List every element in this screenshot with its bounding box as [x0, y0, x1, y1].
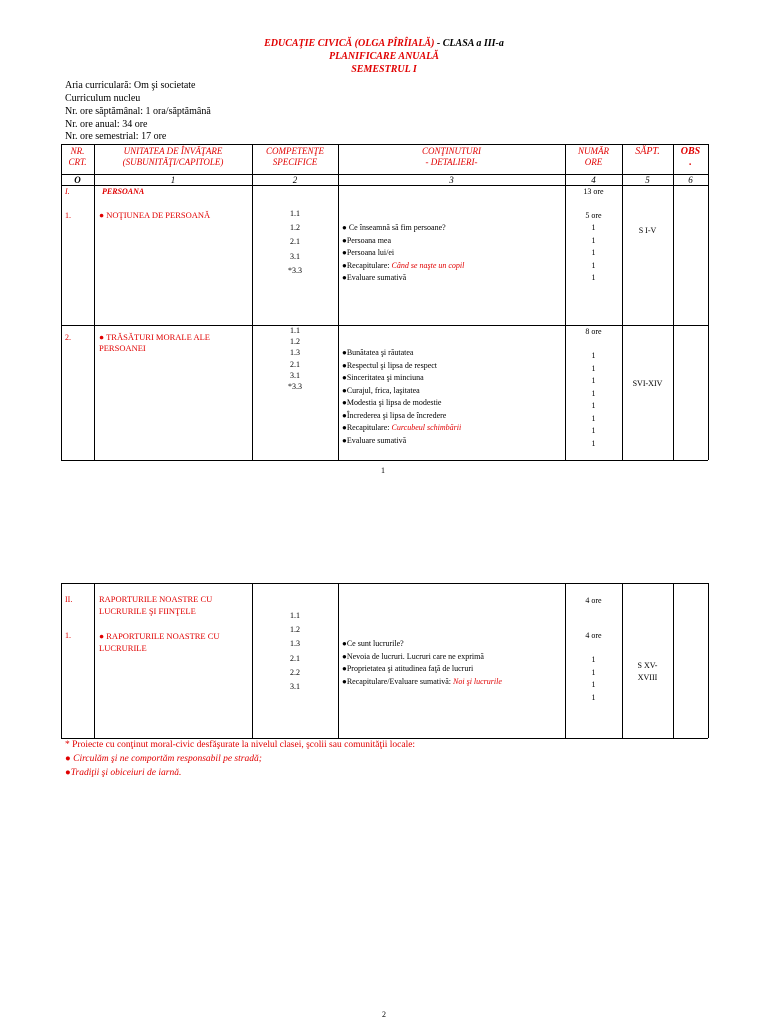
unit1-continuturi [342, 222, 464, 285]
meta-ore-semestrial: Nr. ore semestrial: 17 ore [65, 131, 167, 142]
competenta: 1.3 [290, 639, 300, 649]
ore-value: 1 [591, 388, 596, 398]
index-col-0: O [74, 175, 81, 185]
competenta: 3.1 [290, 251, 300, 261]
competenta: 1.2 [290, 625, 300, 635]
ore-value: 1 [591, 667, 596, 677]
meta-arie: Aria curriculară: Om şi societate [65, 80, 196, 91]
content-item: ●Recapitulare/Evaluare sumativă: Noi şi lucrurile [342, 676, 502, 686]
semester-title: SEMESTRUL I [351, 64, 417, 75]
header-sapt: SĂPT. [635, 146, 660, 157]
unit3-competente [252, 609, 338, 694]
unit3-nr: 1. [65, 631, 71, 640]
content-item: ●Proprietatea şi atitudinea faţă de lucruri [342, 664, 474, 673]
unit2-ore [565, 350, 622, 450]
header-obs [673, 146, 708, 168]
ore-value: 1 [591, 273, 596, 282]
competenta: *3.3 [288, 265, 302, 275]
header-specifice-label: SPECIFICE [272, 157, 318, 167]
competenta: 2.1 [290, 237, 300, 247]
header-unitatea-label: UNITATEA DE ÎNVĂŢARE [123, 146, 223, 156]
content-item: ●Evaluare sumativă [342, 435, 407, 445]
content-item: ●Nevoia de lucruri. Lucruri care ne exprimă [342, 651, 484, 661]
competenta: *3.3 [288, 382, 302, 392]
header-unitatea [94, 146, 252, 168]
section1-nr: I. [65, 187, 70, 196]
competenta: 1.1 [290, 209, 300, 218]
index-col-5: 5 [645, 175, 650, 185]
page-number: 1 [381, 466, 385, 475]
unit2-competente [252, 325, 338, 392]
index-col-1: 1 [170, 175, 176, 185]
unit2-title [99, 332, 210, 354]
content-item: ●Sinceritatea şi minciuna [342, 373, 424, 382]
index-col-4: 4 [591, 175, 596, 185]
ore-value: 1 [591, 413, 596, 423]
index-col-6: 6 [688, 175, 693, 185]
header-crt-label: CRT. [68, 157, 87, 167]
header-ore-label: ORE [584, 157, 603, 167]
content-item: ●Ce sunt lucrurile? [342, 639, 404, 648]
unit1-ore [565, 222, 622, 285]
competenta: 1.2 [290, 223, 300, 233]
content-item: ●Persoana mea [342, 235, 392, 245]
content-item: ● Ce înseamnă să fim persoane? [342, 223, 446, 232]
competenta: 3.1 [290, 682, 300, 692]
ore-value: 1 [591, 351, 596, 360]
content-item: ●Recapitulare: Curcubeul schimbării [342, 423, 462, 432]
ore-value: 1 [591, 363, 596, 373]
header-continuturi [338, 146, 565, 168]
header-subunitati-label: (SUBUNITĂŢI/CAPITOLE) [122, 157, 224, 167]
content-item: ●Respectul şi lipsa de respect [342, 360, 438, 370]
ore-value: 1 [591, 438, 596, 448]
header-obs-label: OBS [680, 146, 701, 157]
unit3-title-line1: ● RAPORTURILE NOASTRE CU [99, 631, 220, 641]
content-item: ●Evaluare sumativă [342, 273, 407, 282]
unit3-title [99, 630, 220, 654]
footnote-item-winter: ●Tradiţii şi obiceiuri de iarnă. [65, 768, 182, 778]
competenta: 1.3 [290, 348, 300, 358]
unit1-sapt: S I-V [638, 226, 657, 235]
unit2-ore-total: 8 ore [585, 327, 602, 336]
ore-value: 1 [591, 248, 596, 257]
page-number: 2 [382, 1010, 386, 1019]
meta-curriculum: Curriculum nucleu [65, 93, 141, 104]
competenta: 1.2 [290, 337, 300, 347]
unit3-ore [565, 654, 622, 704]
ore-value: 1 [591, 223, 596, 232]
ore-value: 1 [591, 235, 596, 245]
ore-value: 1 [591, 692, 596, 702]
unit1-title: ● NOŢIUNEA DE PERSOANĂ [99, 210, 211, 220]
header-continuturi-label: CONŢINUTURI [421, 146, 481, 156]
content-item: ●Curajul, frica, laşitatea [342, 385, 420, 395]
unit2-nr: 2. [65, 333, 71, 342]
header-nr [61, 146, 94, 168]
section2-nr: II. [65, 595, 73, 604]
competenta: 3.1 [290, 370, 300, 380]
index-col-3: 3 [449, 175, 454, 185]
unit2-continuturi [342, 347, 461, 447]
unit2-title-line1: ● TRĂSĂTURI MORALE ALE [99, 332, 210, 342]
content-item: ●Bunătatea şi răutatea [342, 348, 414, 357]
header-competente-label: COMPETENŢE [265, 146, 324, 156]
section2-title-line2: LUCRURILE ŞI FIINŢELE [99, 606, 196, 616]
ore-value: 1 [591, 376, 596, 385]
ore-value: 1 [591, 426, 596, 435]
competenta: 2.1 [290, 359, 300, 369]
content-item: ●Recapitulare: Când se naşte un copil [342, 260, 465, 270]
competenta: 2.2 [290, 667, 300, 677]
unit2-sapt: SVI-XIV [632, 379, 663, 388]
unit1-ore-total: 5 ore [585, 211, 602, 220]
title-class: - CLASA a III-a [434, 38, 504, 49]
document-title [0, 38, 768, 50]
section2-title-line1: RAPORTURILE NOASTRE CU [99, 594, 213, 604]
section1-ore-total: 13 ore [583, 187, 604, 196]
section1-title: PERSOANA [102, 187, 145, 196]
meta-ore-saptamanal: Nr. ore săptămânal: 1 ora/săptămână [65, 106, 211, 117]
competenta: 2.1 [290, 653, 300, 663]
ore-value: 1 [591, 680, 596, 689]
unit3-continuturi [342, 638, 502, 688]
header-numar-label: NUMĂR [578, 146, 609, 156]
header-nr-label: NR. [70, 146, 85, 156]
header-competente [252, 146, 338, 168]
competenta: 1.1 [290, 611, 300, 620]
ore-value: 1 [591, 401, 596, 410]
unit3-sapt [622, 660, 673, 684]
section2-title [99, 593, 212, 617]
index-col-2: 2 [292, 175, 298, 185]
unit1-nr: 1. [65, 211, 71, 220]
footnote-projects: * Proiecte cu conţinut moral-civic desfăşurate la nivelul clasei, şcolii sau comunităţii locale: [65, 740, 416, 750]
ore-value: 1 [591, 655, 596, 664]
section2-ore-total: 4 ore [585, 596, 602, 605]
unit3-title-line2: LUCRURILE [99, 643, 147, 653]
unit1-competente [252, 207, 338, 278]
document-subtitle: PLANIFICARE ANUALĂ [329, 51, 439, 62]
unit2-title-line2: PERSOANEI [99, 343, 146, 353]
footnote-item-street: ● Circulăm şi ne comportăm responsabil pe stradă; [65, 754, 262, 764]
header-detalieri-label: - DETALIERI- [425, 157, 478, 167]
competenta: 1.1 [290, 326, 300, 335]
header-numar [565, 146, 622, 168]
unit3-ore-total: 4 ore [585, 631, 602, 640]
title-subject: EDUCAŢIE CIVICĂ (OLGA PÎRÎIALĂ) [264, 38, 435, 49]
header-obs-dot: . [689, 157, 692, 168]
meta-ore-anual: Nr. ore anual: 34 ore [65, 119, 148, 130]
ore-value: 1 [591, 260, 596, 270]
unit3-sapt-line2: XVIII [637, 673, 658, 682]
content-item: ●Încrederea şi lipsa de încredere [342, 410, 447, 420]
unit3-sapt-line1: S XV- [637, 661, 658, 670]
content-item: ●Modestia şi lipsa de modestie [342, 398, 442, 407]
content-item: ●Persoana lui/ei [342, 248, 395, 257]
